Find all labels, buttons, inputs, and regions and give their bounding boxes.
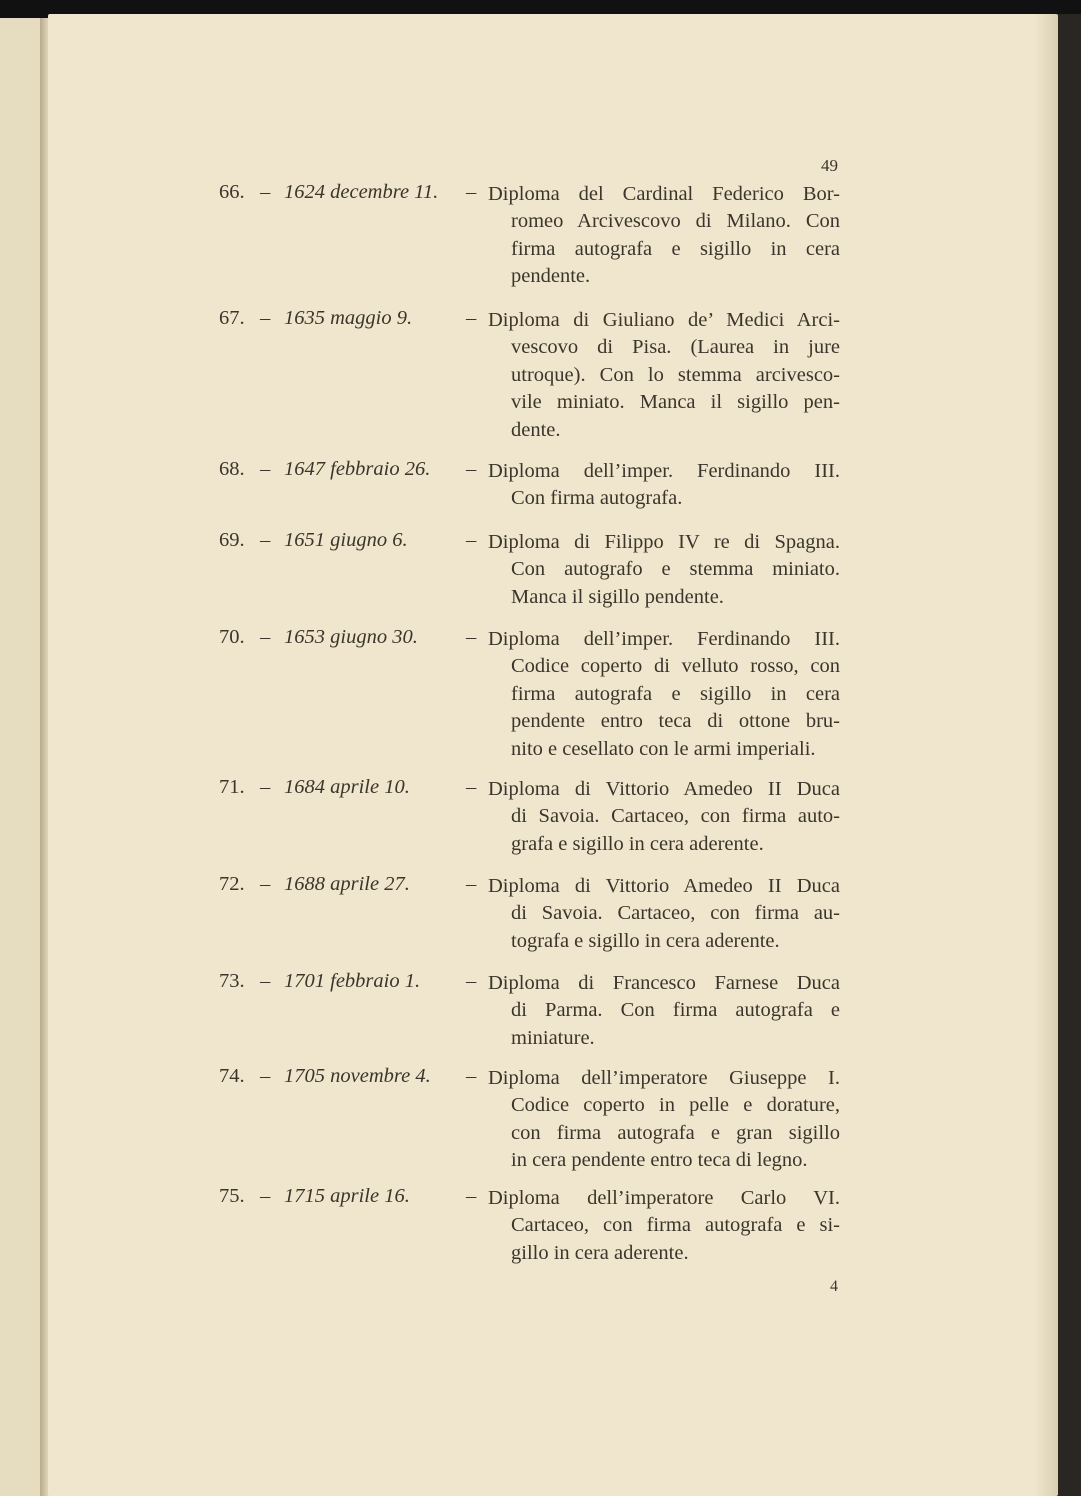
description-line: Diploma dell’imperatore Carlo VI.: [488, 1187, 840, 1209]
description-line: miniature.: [511, 1026, 595, 1049]
separator-dash: –: [260, 873, 271, 895]
separator-dash: –: [260, 529, 271, 551]
description-line: Codice coperto di velluto rosso, con: [511, 655, 840, 678]
entry-description: [488, 307, 840, 444]
separator-dash: –: [466, 181, 477, 203]
separator-dash: –: [466, 970, 477, 992]
entry-description: [488, 458, 840, 513]
description-line: pendente.: [511, 265, 591, 288]
facing-page-edge: [0, 18, 44, 1496]
description-line: Diploma di Vittorio Amedeo II Duca: [488, 778, 840, 800]
separator-dash: –: [260, 970, 271, 992]
scan-right-border: [1058, 14, 1081, 1496]
entry-number: 68.: [219, 458, 245, 480]
separator-dash: –: [466, 626, 477, 648]
separator-dash: –: [466, 1185, 477, 1207]
description-line: Diploma di Francesco Farnese Duca: [488, 972, 840, 994]
entry-description: [488, 626, 840, 763]
entry-number: 75.: [219, 1185, 245, 1207]
description-line: di Savoia. Cartaceo, con firma au-: [511, 902, 840, 925]
entry-date: 1635 maggio 9.: [284, 307, 413, 329]
description-line: utroque). Con lo stemma arcivesco-: [511, 363, 840, 386]
entry-number: 74.: [219, 1065, 245, 1087]
description-line: Diploma dell’imper. Ferdinando III.: [488, 628, 840, 650]
separator-dash: –: [260, 1185, 271, 1207]
description-line: di Savoia. Cartaceo, con firma auto-: [511, 805, 840, 828]
entry-number: 73.: [219, 970, 245, 992]
separator-dash: –: [466, 873, 477, 895]
entry-date: 1653 giugno 30.: [284, 626, 418, 648]
entry-description: [488, 970, 840, 1052]
entry-date: 1647 febbraio 26.: [284, 458, 431, 480]
description-line: Manca il sigillo pendente.: [511, 585, 724, 608]
description-line: gillo in cera aderente.: [511, 1241, 689, 1264]
entry-number: 71.: [219, 776, 245, 798]
description-line: tografa e sigillo in cera aderente.: [511, 929, 780, 952]
description-line: Codice coperto in pelle e dorature,: [511, 1094, 840, 1117]
entry-number: 72.: [219, 873, 245, 895]
description-line: Diploma di Vittorio Amedeo II Duca: [488, 875, 840, 897]
entry-number: 66.: [219, 181, 245, 203]
separator-dash: –: [466, 529, 477, 551]
description-line: nito e cesellato con le armi imperiali.: [511, 737, 816, 760]
separator-dash: –: [466, 1065, 477, 1087]
signature-mark: 4: [830, 1278, 838, 1295]
description-line: di Parma. Con firma autografa e: [511, 999, 840, 1022]
page-number: 49: [821, 156, 838, 175]
description-line: Diploma di Giuliano de’ Medici Arci-: [488, 309, 840, 331]
description-line: Diploma del Cardinal Federico Bor-: [488, 183, 840, 205]
entry-date: 1715 aprile 16.: [284, 1185, 410, 1207]
description-line: in cera pendente entro teca di legno.: [511, 1149, 808, 1172]
separator-dash: –: [260, 307, 271, 329]
entry-description: [488, 181, 840, 291]
description-line: con firma autografa e gran sigillo: [511, 1121, 840, 1144]
description-line: Diploma dell’imper. Ferdinando III.: [488, 460, 840, 482]
entry-description: [488, 1185, 840, 1267]
separator-dash: –: [260, 1065, 271, 1087]
description-line: Diploma di Filippo IV re di Spagna.: [488, 531, 840, 553]
description-line: pendente entro teca di ottone bru-: [511, 710, 840, 733]
entry-number: 67.: [219, 307, 245, 329]
separator-dash: –: [260, 776, 271, 798]
separator-dash: –: [260, 626, 271, 648]
description-line: vescovo di Pisa. (Laurea in jure: [511, 336, 840, 359]
entry-description: [488, 776, 840, 858]
description-line: Cartaceo, con firma autografa e si-: [511, 1214, 840, 1237]
description-line: firma autografa e sigillo in cera: [511, 682, 840, 705]
entry-description: [488, 873, 840, 955]
separator-dash: –: [466, 307, 477, 329]
entry-description: [488, 529, 840, 611]
separator-dash: –: [466, 458, 477, 480]
separator-dash: –: [260, 181, 271, 203]
entry-date: 1651 giugno 6.: [284, 529, 408, 551]
entry-date: 1705 novembre 4.: [284, 1065, 431, 1087]
description-line: romeo Arcivescovo di Milano. Con: [511, 210, 840, 233]
entry-number: 70.: [219, 626, 245, 648]
entry-date: 1688 aprile 27.: [284, 873, 410, 895]
description-line: grafa e sigillo in cera aderente.: [511, 832, 764, 855]
description-line: Con firma autografa.: [511, 487, 683, 510]
entry-description: [488, 1065, 840, 1175]
description-line: Con autografo e stemma miniato.: [511, 558, 840, 581]
separator-dash: –: [260, 458, 271, 480]
entry-date: 1684 aprile 10.: [284, 776, 410, 798]
description-line: firma autografa e sigillo in cera: [511, 237, 840, 260]
description-line: Diploma dell’imperatore Giuseppe I.: [488, 1067, 840, 1089]
description-line: dente.: [511, 418, 561, 441]
entry-date: 1624 decembre 11.: [284, 181, 439, 203]
description-line: vile miniato. Manca il sigillo pen-: [511, 391, 840, 414]
entry-number: 69.: [219, 529, 245, 551]
separator-dash: –: [466, 776, 477, 798]
entry-date: 1701 febbraio 1.: [284, 970, 421, 992]
